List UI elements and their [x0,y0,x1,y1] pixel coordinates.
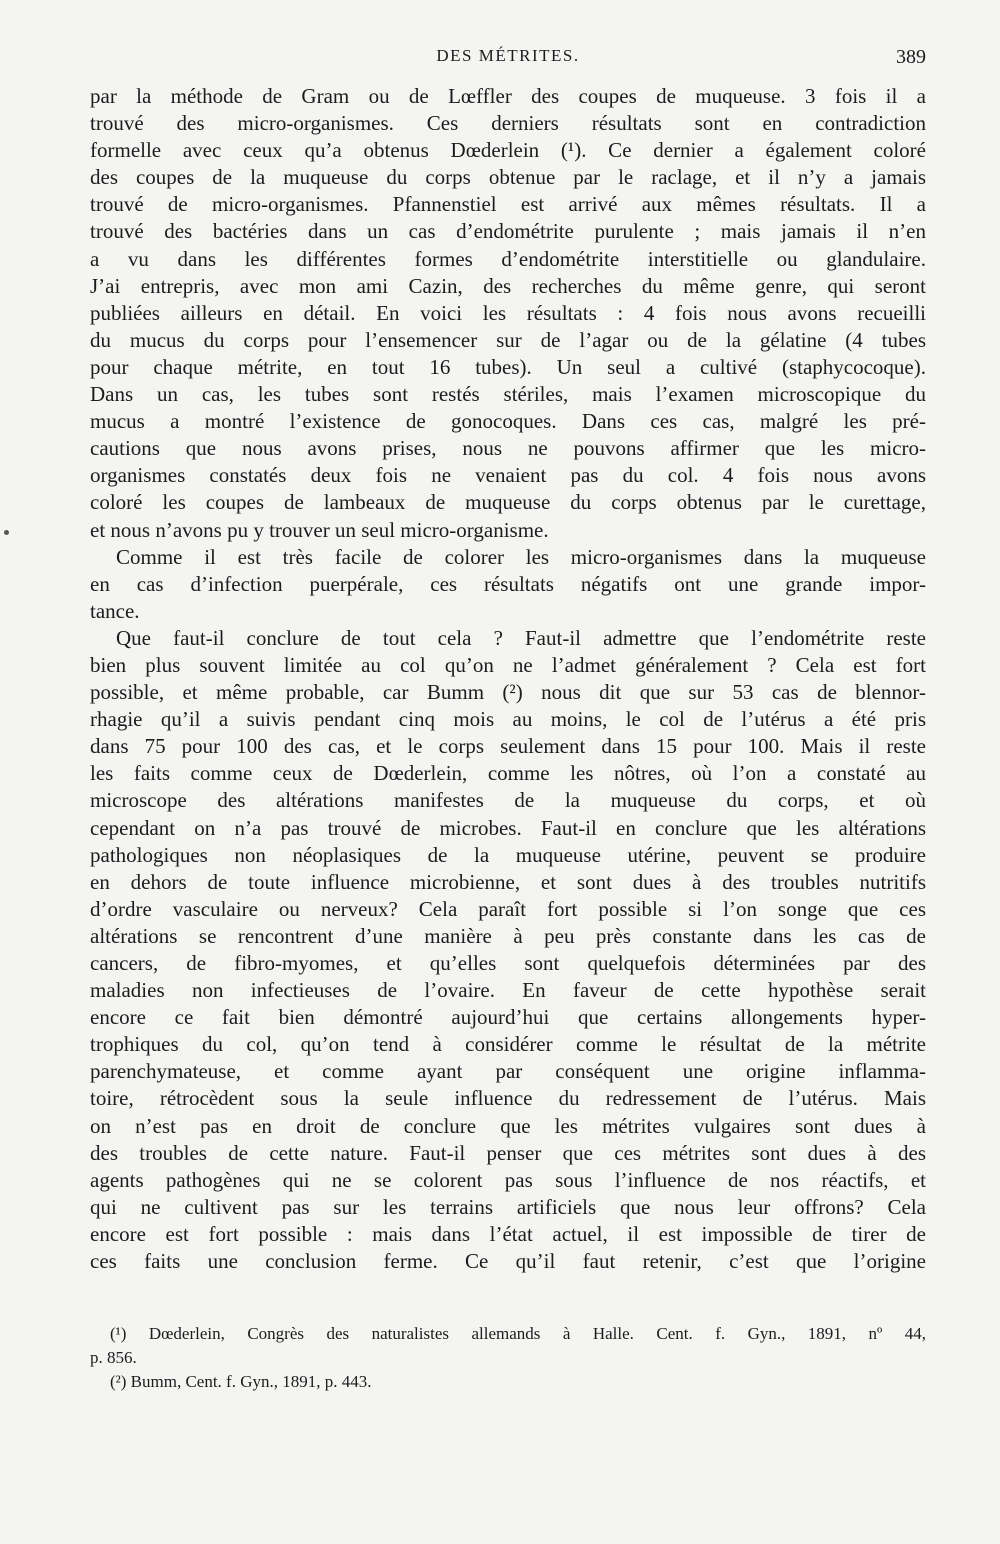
footnote-2: (²) Bumm, Cent. f. Gyn., 1891, p. 443. [110,1372,372,1391]
text-line: mucus a montré l’existence de gonocoques. Dans ces cas, malgré les pré- [90,409,926,434]
text-line: cautions que nous avons prises, nous ne pouvons affirmer que les micro- [90,436,926,461]
text-line: d’ordre vasculaire ou nerveux? Cela paraît fort possible si l’on songe que ces [90,896,926,921]
text-line: pathologiques non néoplasiques de la muqueuse utérine, peuvent se produire [90,842,926,867]
text-line: encore est fort possible : mais dans l’état actuel, il est impossible de tirer de [90,1221,926,1246]
text-line: toire, rétrocèdent sous la seule influence du redressement de l’utérus. Mais [90,1086,926,1111]
text-line: agents pathogènes qui ne se colorent pas sous l’influence de nos réactifs, et [90,1167,926,1192]
text-line: possible, et même probable, car Bumm (²) nous dit que sur 53 cas de blennor- [90,680,926,705]
text-line: publiées ailleurs en détail. En voici les résultats : 4 fois nous avons recueilli [90,300,926,325]
text-line: trouvé des bactéries dans un cas d’endométrite purulente ; mais jamais il n’en [90,219,926,244]
text-line: Dans un cas, les tubes sont restés stériles, mais l’examen microscopique du [90,382,926,407]
running-head [90,46,926,72]
text-line: J’ai entrepris, avec mon ami Cazin, des recherches du même genre, qui seront [90,273,926,298]
text-line: des coupes de la muqueuse du corps obtenue par le raclage, et il n’y a jamais [90,165,926,190]
text-line: on n’est pas en droit de conclure que les métrites vulgaires sont dues à [90,1113,926,1138]
margin-speck [4,530,9,535]
text-line: trophiques du col, qu’on tend à considérer comme le résultat de la métrite [90,1032,926,1057]
text-line: cependant on n’a pas trouvé de microbes. Faut-il en conclure que les altérations [90,815,926,840]
footnotes [90,1322,926,1394]
text-line: dans 75 pour 100 des cas, et le corps seulement dans 15 pour 100. Mais il reste [90,734,926,759]
text-line: coloré les coupes de lambeaux de muqueuse du corps obtenus par le curettage, [90,490,926,515]
text-line: du mucus du corps pour l’ensemencer sur de l’agar ou de la gélatine (4 tubes [90,327,926,352]
text-line: microscope des altérations manifestes de la muqueuse du corps, et où [90,788,926,813]
text-line: parenchymateuse, et comme ayant par conséquent une origine inflamma- [90,1059,926,1084]
text-line: organismes constatés deux fois ne venaient pas du col. 4 fois nous avons [90,463,926,488]
text-line: bien plus souvent limitée au col qu’on ne l’admet généralement ? Cela est fort [90,652,926,677]
text-line: qui ne cultivent pas sur les terrains artificiels que nous leur offrons? Cela [90,1194,926,1219]
body-text [90,83,926,1275]
text-line: ces faits une conclusion ferme. Ce qu’il faut retenir, c’est que l’origine [90,1249,926,1274]
text-line: les faits comme ceux de Dœderlein, comme les nôtres, où l’on a constaté au [90,761,926,786]
text-line: pour chaque métrite, en tout 16 tubes). Un seul a cultivé (staphycocoque). [90,354,926,379]
text-line: Que faut-il conclure de tout cela ? Faut-il admettre que l’endométrite reste [116,625,926,650]
text-line: trouvé de micro-organismes. Pfannenstiel est arrivé aux mêmes résultats. Il a [90,192,926,217]
text-line: trouvé des micro-organismes. Ces derniers résultats sont en contradiction [90,111,926,136]
text-line: en cas d’infection puerpérale, ces résultats négatifs ont une grande impor- [90,571,926,596]
page-number: 389 [896,46,926,68]
text-line: encore ce fait bien démontré aujourd’hui que certains allongements hyper- [90,1005,926,1030]
text-line: altérations se rencontrent d’une manière à peu près constante dans les cas de [90,923,926,948]
footnote-1: (¹) Dœderlein, Congrès des naturalistes allemands à Halle. Cent. f. Gyn., 1891, nº 44, [110,1324,926,1343]
text-line: en dehors de toute influence microbienne, et sont dues à des troubles nutritifs [90,869,926,894]
text-line: cancers, de fibro-myomes, et qu’elles sont quelquefois déterminées par des [90,951,926,975]
text-line: rhagie qu’il a suivis pendant cinq mois au moins, le col de l’utérus a été pris [90,707,926,732]
footnote-1-continued: p. 856. [90,1348,137,1367]
text-line: maladies non infectieuses de l’ovaire. En faveur de cette hypothèse serait [90,978,926,1003]
running-title: DES MÉTRITES. [436,46,580,65]
text-line: et nous n’avons pu y trouver un seul micro-organisme. [90,517,549,542]
text-line: tance. [90,598,140,623]
text-line: a vu dans les différentes formes d’endométrite interstitielle ou glandulaire. [90,246,926,271]
text-line: formelle avec ceux qu’a obtenus Dœderlein (¹). Ce dernier a également coloré [90,138,926,163]
text-line: par la méthode de Gram ou de Lœffler des coupes de muqueuse. 3 fois il a [90,84,926,108]
text-line: Comme il est très facile de colorer les micro-organismes dans la muqueuse [116,544,926,569]
text-line: des troubles de cette nature. Faut-il penser que ces métrites sont dues à des [90,1140,926,1165]
